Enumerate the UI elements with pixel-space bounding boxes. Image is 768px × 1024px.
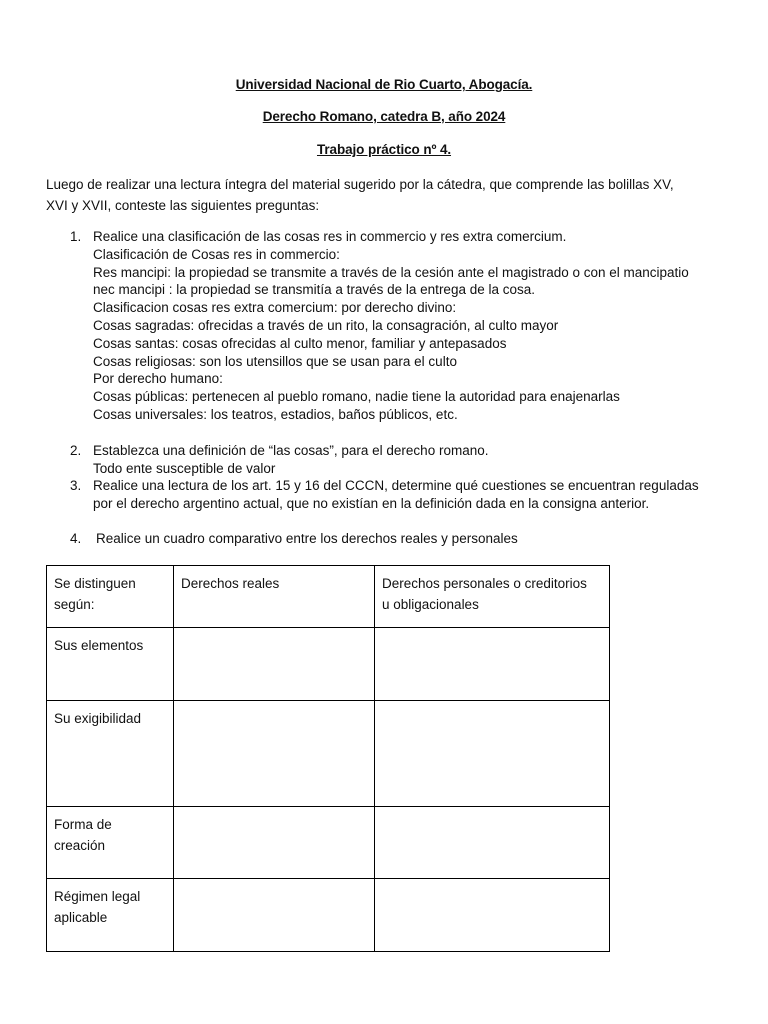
question-number: 2. <box>70 443 82 458</box>
question-line: Realice una lectura de los art. 15 y 16 del CCCN, determine qué cuestiones se encuentran reguladas <box>93 478 699 493</box>
table-row <box>47 879 610 952</box>
empty-cell[interactable] <box>375 701 610 807</box>
table-header-row <box>47 566 610 628</box>
empty-cell[interactable] <box>174 807 375 879</box>
question-body <box>96 530 726 548</box>
question-line: por el derecho argentino actual, que no existían en la definición dada en la consigna anterior. <box>93 495 650 511</box>
row-label: Sus elementos <box>54 638 144 653</box>
table-row <box>47 701 610 807</box>
answer-line: Cosas religiosas: son los utensillos que se usan para el culto <box>93 353 457 369</box>
empty-cell[interactable] <box>174 701 375 807</box>
header-text: Se distinguen <box>54 576 136 591</box>
row-label: creación <box>54 838 106 853</box>
answer-line: Cosas santas: cosas ofrecidas al culto menor, familiar y antepasados <box>93 335 507 351</box>
empty-cell[interactable] <box>174 879 375 952</box>
header-text: Derechos reales <box>181 576 280 591</box>
row-label-cell <box>47 807 174 879</box>
answer-line: Clasificacion cosas res extra comercium: por derecho divino: <box>93 300 457 316</box>
answer-line: Cosas sagradas: ofrecidas a través de un rito, la consagración, al culto mayor <box>93 317 559 333</box>
question-line: Establezca una definición de “las cosas”, para el derecho romano. <box>93 443 489 458</box>
answer-line: Todo ente susceptible de valor <box>93 460 276 476</box>
question-number: 3. <box>70 478 82 493</box>
assignment-title: Trabajo práctico nº 4. <box>316 142 452 157</box>
answer-line: Cosas universales: los teatros, estadios, baños públicos, etc. <box>93 406 458 422</box>
header-text: u obligacionales <box>382 597 479 612</box>
header-text: según: <box>54 597 95 612</box>
row-label-cell <box>47 628 174 701</box>
row-label-cell <box>47 701 174 807</box>
row-label: aplicable <box>54 910 108 925</box>
empty-cell[interactable] <box>375 879 610 952</box>
empty-cell[interactable] <box>375 628 610 701</box>
answer-line: nec mancipi : la propiedad se transmitía a través de la entrega de la cosa. <box>93 282 535 298</box>
answer-line: Por derecho humano: <box>93 371 223 387</box>
university-title: Universidad Nacional de Rio Cuarto, Abogacía. <box>235 77 533 92</box>
course-title: Derecho Romano, catedra B, año 2024 <box>262 109 506 124</box>
question-body <box>93 442 723 478</box>
question-line: Realice un cuadro comparativo entre los derechos reales y personales <box>96 531 518 546</box>
row-label: Su exigibilidad <box>54 711 142 726</box>
question-body <box>93 228 723 424</box>
intro-paragraph <box>46 174 726 216</box>
table-header-cell <box>375 566 610 628</box>
question-number: 4. <box>70 531 82 546</box>
comparison-table <box>46 565 610 952</box>
answer-line: Cosas públicas: pertenecen al pueblo romano, nadie tiene la autoridad para enajenarlas <box>93 389 620 405</box>
intro-line: XVI y XVII, conteste las siguientes preguntas: <box>46 198 320 213</box>
header-text: Derechos personales o creditorios <box>382 576 587 591</box>
table-header-cell <box>174 566 375 628</box>
answer-line: Clasificación de Cosas res in commercio: <box>93 246 340 262</box>
empty-cell[interactable] <box>174 628 375 701</box>
question-body <box>93 477 723 513</box>
row-label: Régimen legal <box>54 889 141 904</box>
intro-line: Luego de realizar una lectura íntegra del material sugerido por la cátedra, que comprende las bolillas XV, <box>46 177 674 192</box>
table-row <box>47 807 610 879</box>
table-row <box>47 628 610 701</box>
table-header-cell <box>47 566 174 628</box>
question-number: 1. <box>70 229 82 244</box>
answer-line: Res mancipi: la propiedad se transmite a través de la cesión ante el magistrado o con el mancipatio <box>93 264 689 280</box>
row-label-cell <box>47 879 174 952</box>
row-label: Forma de <box>54 817 112 832</box>
question-line: Realice una clasificación de las cosas res in commercio y res extra comercium. <box>93 229 567 244</box>
empty-cell[interactable] <box>375 807 610 879</box>
